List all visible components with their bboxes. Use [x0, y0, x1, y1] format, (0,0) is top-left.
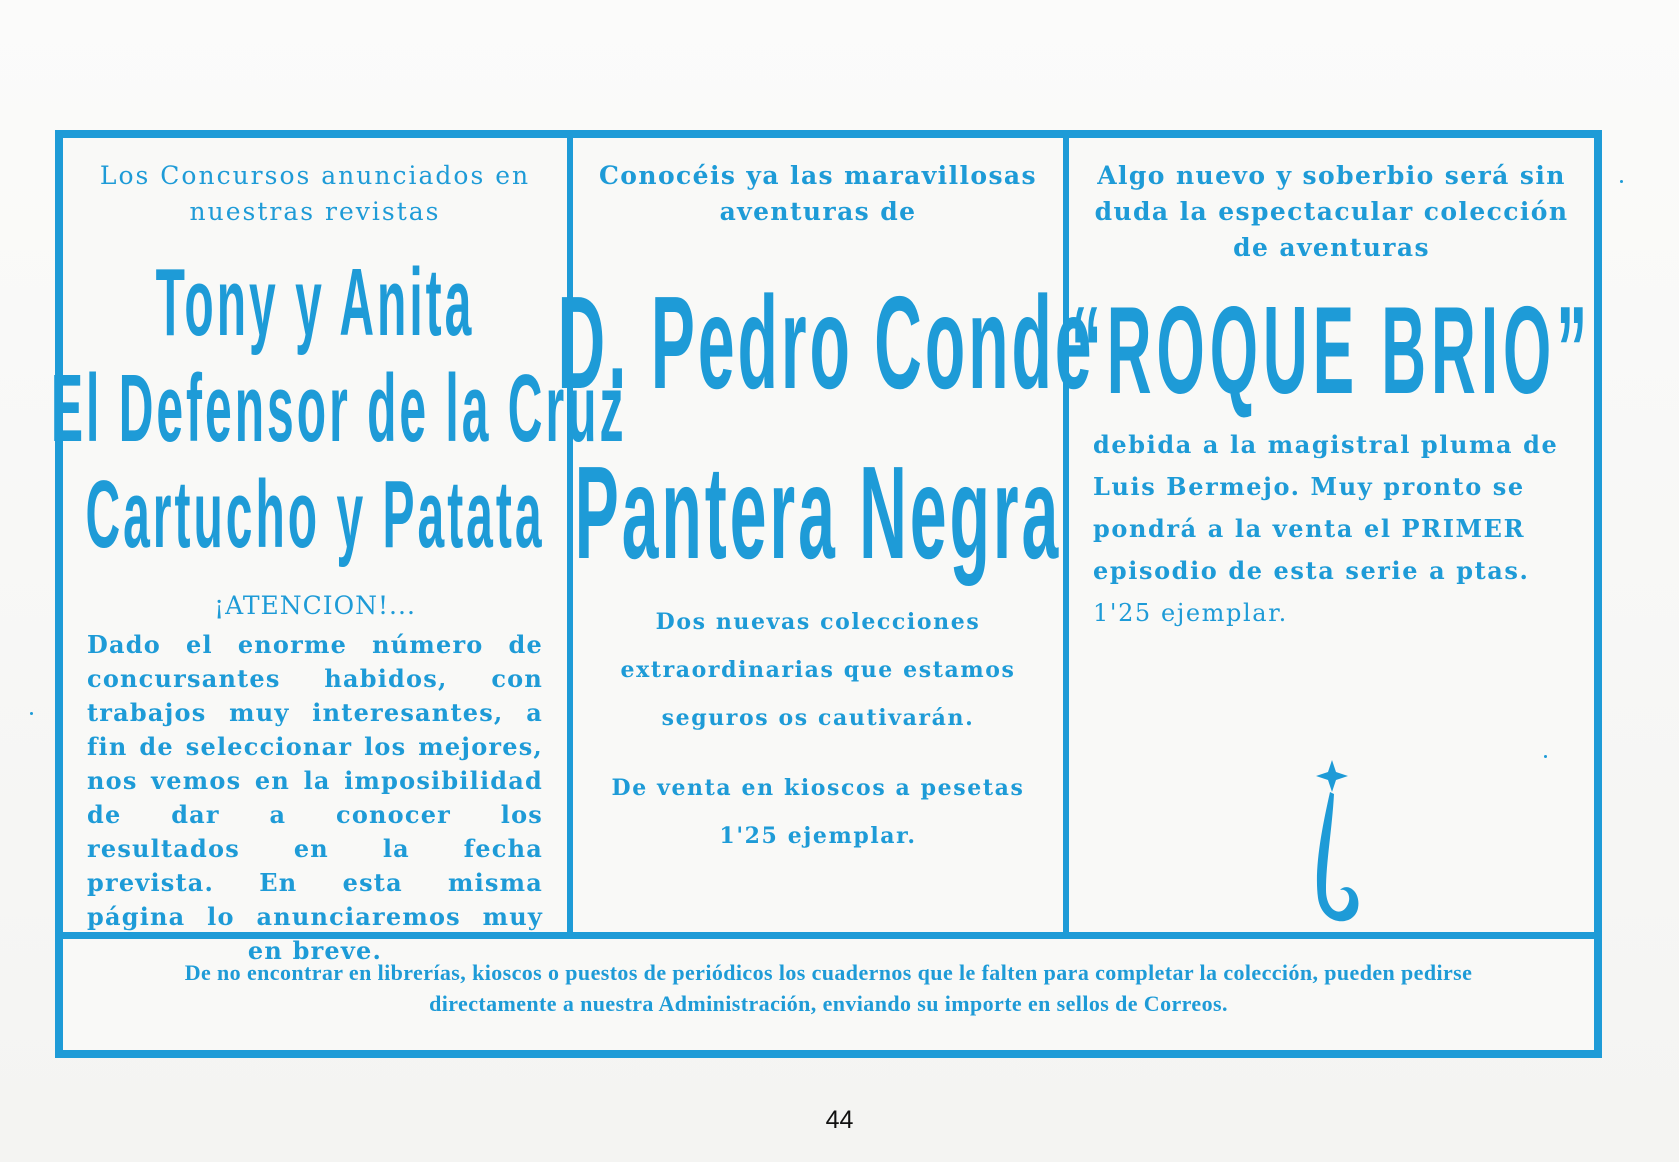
advertisement-frame — [51, 130, 1602, 1058]
sale-price-note: De venta en kioscos a pesetas 1'25 ejemplar. — [611, 775, 1025, 849]
collections-column — [557, 138, 1095, 936]
collections-intro: Conocéis ya las maravillosas aventuras de — [599, 161, 1037, 226]
new-series-intro: Algo nuevo y soberbio será sin duda la espectacular colección de aventuras — [1094, 161, 1569, 262]
series-title: El Defensor de la Cruz — [51, 355, 627, 462]
print-speck — [30, 712, 33, 715]
new-series-titles — [1070, 276, 1593, 424]
attention-heading: ¡ATENCION!... — [214, 591, 416, 620]
new-series-column — [1069, 138, 1594, 936]
new-series-price: 1'25 ejemplar. — [1093, 599, 1288, 627]
series-title: “ROQUE BRIO” — [1070, 282, 1593, 420]
new-series-body: debida a la magistral pluma de Luis Bermejo. Muy pronto se pondrá a la venta el PRIMER episodio de esta serie a ptas. — [1093, 430, 1559, 585]
swash-ornament-icon — [1292, 758, 1372, 928]
page-number: 44 — [825, 1106, 854, 1134]
collections-titles — [557, 258, 1095, 598]
series-title: Pantera Negra — [574, 439, 1062, 586]
series-title: Cartucho y Patata — [85, 461, 545, 568]
series-title: D. Pedro Conde — [557, 269, 1095, 416]
contest-column — [51, 138, 627, 965]
ordering-notice: De no encontrar en librerías, kioscos o puestos de periódicos los cuadernos que le falten para completar la colección, pueden pedirse directamente a nuestra Administración, enviando su importe en sellos de Correos. — [63, 932, 1594, 1050]
new-series-description — [1093, 424, 1570, 634]
contest-intro: Los Concursos anunciados en nuestras revistas — [99, 161, 531, 226]
print-speck — [1544, 755, 1547, 758]
series-title: Tony y Anita — [155, 249, 475, 356]
collections-description: Dos nuevas colecciones extraordinarias que estamos seguros os cautivarán. — [620, 609, 1016, 731]
ad-columns — [51, 138, 1594, 965]
contest-titles — [51, 249, 627, 580]
contest-notice: Dado el enorme número de concursantes habidos, con trabajos muy interesantes, a fin de seleccionar los mejores, nos vemos en la imposibilidad de dar a conocer los resultados en la fecha prevista. En esta misma página lo anunciaremos muy en breve. — [87, 630, 543, 965]
print-speck — [1620, 180, 1623, 183]
